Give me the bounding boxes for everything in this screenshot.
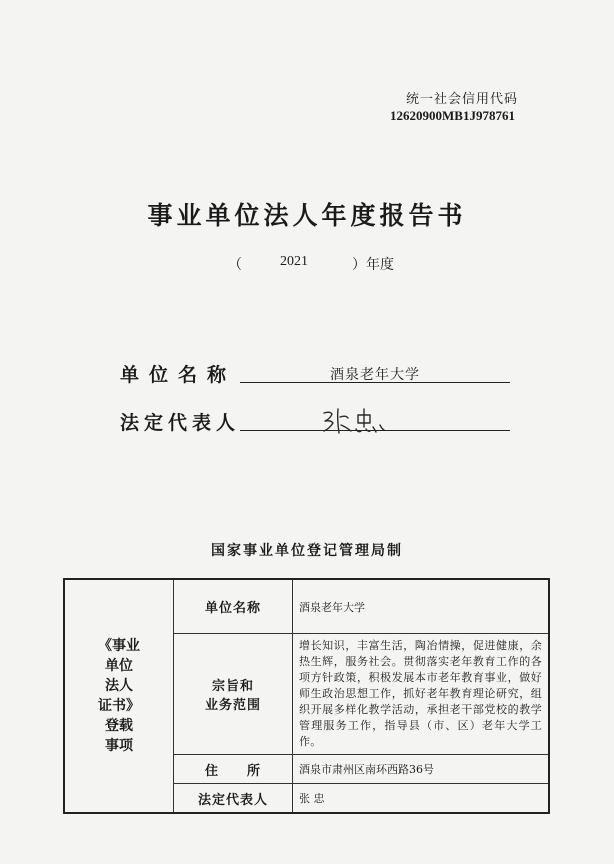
row-value-address: 酒泉市肃州区南环西路36号: [293, 755, 550, 784]
year-suffix: ）年度: [352, 257, 394, 273]
report-year: 2021: [280, 254, 308, 269]
row-value-legal-rep: 张 忠: [293, 784, 550, 814]
row-label-purpose-scope: [174, 634, 293, 755]
label-line: 业务范围: [204, 698, 261, 713]
heading-line: 法人: [105, 678, 133, 694]
heading-line: 事项: [105, 738, 133, 754]
row-label-unit-name: 单位名称: [174, 579, 293, 634]
registration-table: [63, 578, 550, 814]
legal-rep-label: 法定代表人: [120, 412, 241, 434]
row-value-unit-name: 酒泉老年大学: [293, 579, 550, 634]
heading-line: 登载: [105, 718, 133, 734]
row-label-address: 住 所: [174, 755, 293, 784]
credit-code-label: 统一社会信用代码: [406, 92, 519, 107]
year-open-paren: （: [228, 257, 242, 273]
row-label-legal-rep: 法定代表人: [174, 784, 293, 814]
legal-rep-signature: [318, 405, 398, 437]
certificate-items-heading: [64, 579, 174, 813]
credit-code-value: 12620900MB1J978761: [390, 108, 515, 123]
issuing-authority: 国家事业单位登记管理局制: [211, 543, 403, 559]
unit-name-label: 单位名称: [120, 364, 237, 386]
unit-name-value: 酒泉老年大学: [330, 367, 420, 383]
label-line: 宗旨和: [211, 679, 254, 694]
document-title: 事业单位法人年度报告书: [147, 201, 467, 230]
heading-line: 证书》: [98, 698, 140, 714]
heading-line: 单位: [105, 658, 133, 674]
table-row: [64, 579, 549, 634]
heading-line: 《事业: [98, 638, 140, 654]
row-value-purpose-scope: 增长知识，丰富生活，陶冶情操，促进健康，余热生辉，服务社会。贯彻落实老年教育工作的各项方针政策，积极发展本市老年教育事业，做好师生政治思想工作，抓好老年教育理论研究，组织开展多样化教学活动，承担老干部党校的教学管理服务工作，指导县（市、区）老年大学工作。: [293, 634, 550, 755]
